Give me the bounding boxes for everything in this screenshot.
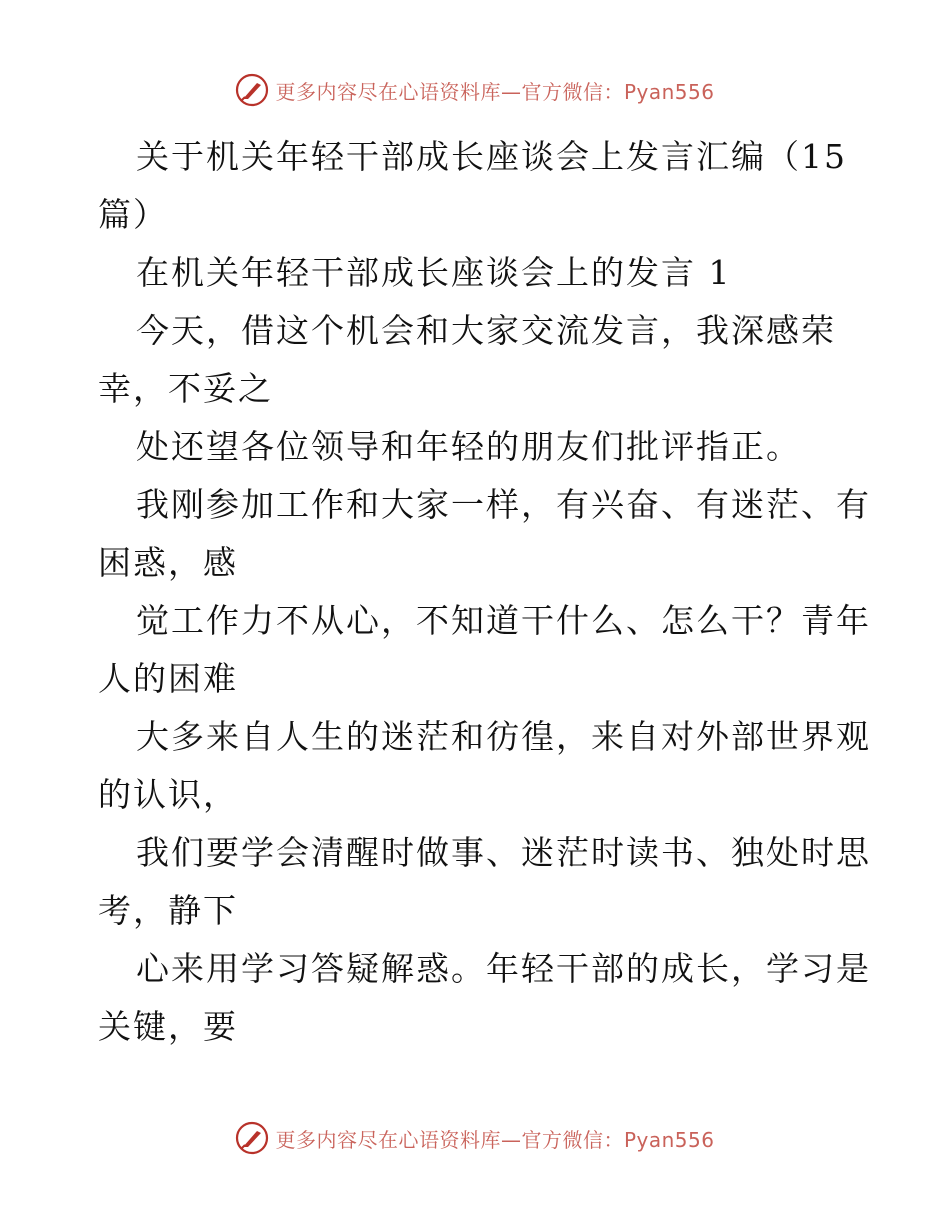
header-banner-text: 更多内容尽在心语资料库—官方微信：Pyan556 <box>275 79 715 104</box>
paragraph-line: 大多来自人生的迷茫和彷徨，来自对外部世界观 <box>136 717 871 756</box>
footer-banner <box>0 1118 950 1158</box>
paragraph-line: 困惑，感 <box>98 543 238 582</box>
paragraph-line: 我刚参加工作和大家一样，有兴奋、有迷茫、有 <box>136 485 871 524</box>
paragraph-line: 人的困难 <box>98 659 238 698</box>
quill-logo-icon <box>235 73 269 107</box>
document-body <box>98 128 871 1056</box>
paragraph-line: 的认识， <box>98 775 238 814</box>
document-title-line: 篇） <box>98 195 168 234</box>
quill-logo-icon <box>235 1121 269 1155</box>
paragraph-line: 觉工作力不从心，不知道干什么、怎么干？青年 <box>136 601 871 640</box>
paragraph-line: 处还望各位领导和年轻的朋友们批评指正。 <box>136 427 801 466</box>
paragraph-line: 考，静下 <box>98 891 238 930</box>
section-heading: 在机关年轻干部成长座谈会上的发言 1 <box>136 253 732 292</box>
paragraph-line: 心来用学习答疑解惑。年轻干部的成长，学习是 <box>136 949 871 988</box>
paragraph-line: 幸，不妥之 <box>98 369 273 408</box>
footer-banner-text: 更多内容尽在心语资料库—官方微信：Pyan556 <box>275 1127 715 1152</box>
header-banner <box>0 70 950 110</box>
paragraph-line: 今天，借这个机会和大家交流发言，我深感荣 <box>136 311 836 350</box>
document-title-line: 关于机关年轻干部成长座谈会上发言汇编（15 <box>136 137 847 176</box>
paragraph-line: 关键，要 <box>98 1007 238 1046</box>
paragraph-line: 我们要学会清醒时做事、迷茫时读书、独处时思 <box>136 833 871 872</box>
